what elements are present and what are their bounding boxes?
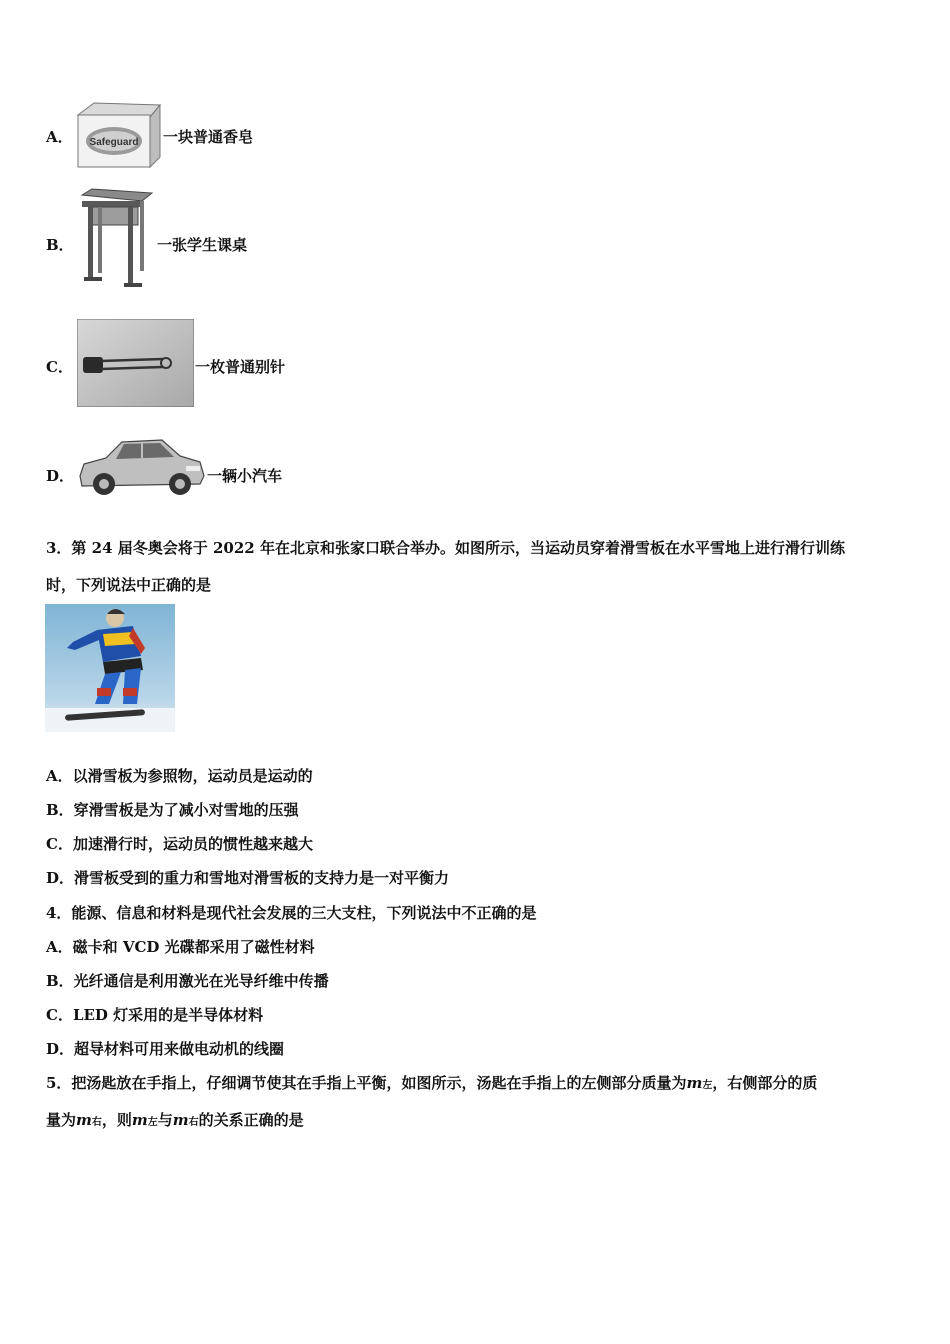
m-symbol: m	[131, 1111, 148, 1129]
desk-image	[78, 187, 156, 289]
q5-stem-line1	[46, 1073, 817, 1096]
option-c-letter: C．	[46, 358, 73, 376]
subscript-left: 左	[147, 1117, 158, 1128]
option-d-text: 一辆小汽车	[207, 467, 283, 485]
subscript-left: 左	[702, 1080, 713, 1091]
q3-option-c: C．加速滑行时，运动员的惯性越来越大	[46, 835, 313, 853]
q4-option-b: B．光纤通信是利用激光在光导纤维中传播	[46, 972, 329, 990]
soap-image	[74, 101, 162, 169]
q3-option-b: B．穿滑雪板是为了减小对雪地的压强	[46, 801, 299, 819]
q3-option-d: D．滑雪板受到的重力和雪地对滑雪板的支持力是一对平衡力	[46, 869, 450, 887]
m-symbol: m	[76, 1111, 92, 1129]
subscript-right: 右	[188, 1117, 199, 1128]
q4-option-d: D．超导材料可用来做电动机的线圈	[46, 1040, 285, 1058]
q4-option-a: A．磁卡和 VCD 光碟都采用了磁性材料	[46, 938, 315, 956]
car-image	[76, 428, 206, 500]
option-b-text: 一张学生课桌	[157, 236, 248, 254]
q5-line2-text-a: 量为	[46, 1111, 77, 1129]
safety-pin-image	[77, 319, 194, 407]
q5-line1-text-b: ，右侧部分的质	[712, 1074, 818, 1092]
q5-stem-line2	[46, 1110, 304, 1133]
snowboarder-image	[45, 604, 175, 732]
option-c-text: 一枚普通别针	[195, 358, 286, 376]
q5-line2-text-c: 与	[157, 1111, 173, 1129]
option-b-letter: B．	[46, 236, 74, 254]
soap-brand-text: Safeguard	[89, 137, 139, 148]
q3-option-a: A．以滑雪板为参照物，运动员是运动的	[46, 767, 313, 785]
q3-stem-line1: 3．第 24 届冬奥会将于 2022 年在北京和张家口联合举办。如图所示，当运动员穿着滑雪板在水平雪地上进行滑行训练	[46, 539, 845, 557]
option-a-letter: A．	[46, 128, 73, 146]
m-symbol: m	[172, 1111, 189, 1129]
subscript-right: 右	[91, 1117, 102, 1128]
q4-stem: 4．能源、信息和材料是现代社会发展的三大支柱，下列说法中不正确的是	[46, 904, 537, 922]
q5-line1-text-a: 5．把汤匙放在手指上，仔细调节使其在手指上平衡，如图所示，汤匙在手指上的左侧部分质量为	[46, 1074, 687, 1092]
option-a-text: 一块普通香皂	[163, 128, 254, 146]
q5-line2-text-b: ，则	[101, 1111, 132, 1129]
option-d-letter: D．	[46, 467, 75, 485]
q4-option-c: C．LED 灯采用的是半导体材料	[46, 1006, 264, 1024]
q3-stem-line2: 时，下列说法中正确的是	[46, 576, 212, 594]
q5-line2-text-d: 的关系正确的是	[198, 1111, 304, 1129]
m-symbol: m	[686, 1074, 703, 1092]
